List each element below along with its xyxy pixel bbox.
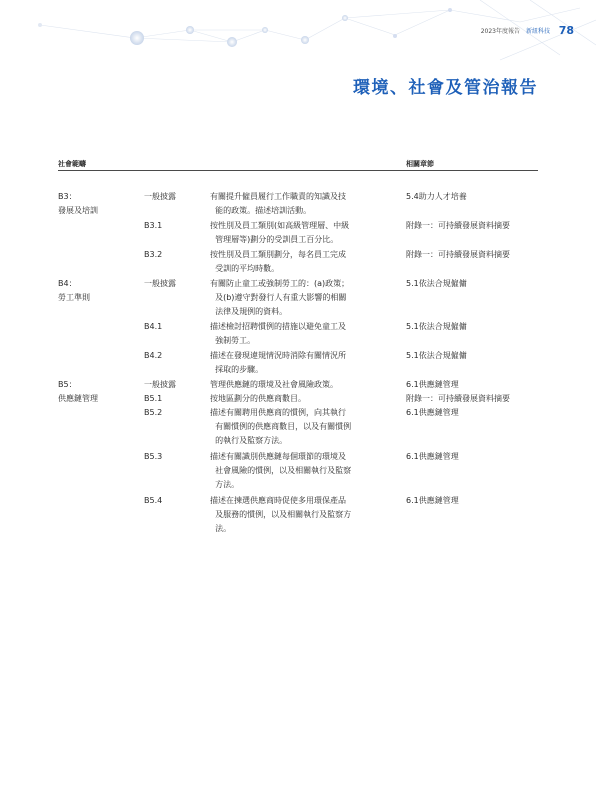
- table-row-description: 描述在揀選供應商時促使多用環保產品 及服務的慣例，以及相關執行及監察方 法。: [210, 496, 352, 533]
- table-row-reference: 6.1供應鏈管理: [406, 452, 459, 461]
- network-background-graphic: [0, 0, 596, 80]
- running-header: [481, 26, 550, 35]
- table-row-code: 一般披露: [144, 279, 176, 288]
- table-row-description: 有關提升僱員履行工作職責的知識及技 能的政策。描述培訓活動。: [210, 192, 346, 215]
- table-row-code: B3.1: [144, 221, 163, 230]
- report-year: 2023年度報告: [480, 28, 520, 35]
- page-title: 環境、社會及管治報告: [353, 78, 538, 98]
- table-row-reference: 6.1供應鏈管理: [406, 408, 459, 417]
- column-header-reference: 相關章節: [406, 160, 434, 168]
- table-row-description: 按性別及員工類別劃分，每名員工完成 受訓的平均時數。: [210, 250, 346, 273]
- table-row-reference: 5.1依法合規僱傭: [406, 351, 467, 360]
- table-header-rule: [58, 170, 538, 171]
- table-row-code: B4.1: [144, 322, 163, 331]
- table-row-description: 描述有關聘用供應商的慣例，向其執行 有關慣例的供應商數目，以及有關慣例 的執行及監察方法。: [210, 408, 352, 445]
- page-number: 78: [558, 24, 574, 37]
- company-name: 新紐科技: [525, 28, 550, 35]
- table-row-description: 描述有關識別供應鏈每個環節的環境及 社會風險的慣例，以及相關執行及監察 方法。: [210, 452, 352, 489]
- table-row-reference: 附錄一：可持續發展資料摘要: [406, 221, 510, 230]
- table-row-description: 管理供應鏈的環境及社會風險政策。 按地區劃分的供應商數目。: [210, 380, 338, 403]
- table-row-reference: 5.1依法合規僱傭: [406, 279, 467, 288]
- table-row-reference: 6.1供應鏈管理: [406, 496, 459, 505]
- table-row-code: B5.3: [144, 452, 163, 461]
- table-row-code: B5.2: [144, 408, 163, 417]
- table-row-reference: 5.4助力人才培養: [406, 192, 467, 201]
- table-row-code: B5.4: [144, 496, 163, 505]
- table-row-category: B4： 勞工準則: [58, 279, 90, 302]
- table-row-reference: 6.1供應鏈管理 附錄一：可持續發展資料摘要: [406, 380, 510, 403]
- table-row-code: 一般披露 B5.1: [144, 380, 176, 403]
- table-row-description: 有關防止童工或強制勞工的：(a)政策； 及(b)遵守對發行人有重大影響的相關 法律及規例的資料。: [210, 279, 350, 316]
- table-row-reference: 附錄一：可持續發展資料摘要: [406, 250, 510, 259]
- table-row-description: 描述在發現違規情況時消除有關情況所 採取的步驟。: [210, 351, 346, 374]
- column-header-category: 社會範疇: [58, 160, 86, 168]
- table-row-code: B4.2: [144, 351, 163, 360]
- table-row-category: B3： 發展及培訓: [58, 192, 98, 215]
- table-row-reference: 5.1依法合規僱傭: [406, 322, 467, 331]
- table-row-description: 描述檢討招聘慣例的措施以避免童工及 強制勞工。: [210, 322, 346, 345]
- table-row-category: B5： 供應鏈管理: [58, 380, 98, 403]
- table-row-description: 按性別及員工類別(如高級管理層、中級 管理層等)劃分的受訓員工百分比。: [210, 221, 350, 244]
- table-row-code: B3.2: [144, 250, 163, 259]
- table-row-code: 一般披露: [144, 192, 176, 201]
